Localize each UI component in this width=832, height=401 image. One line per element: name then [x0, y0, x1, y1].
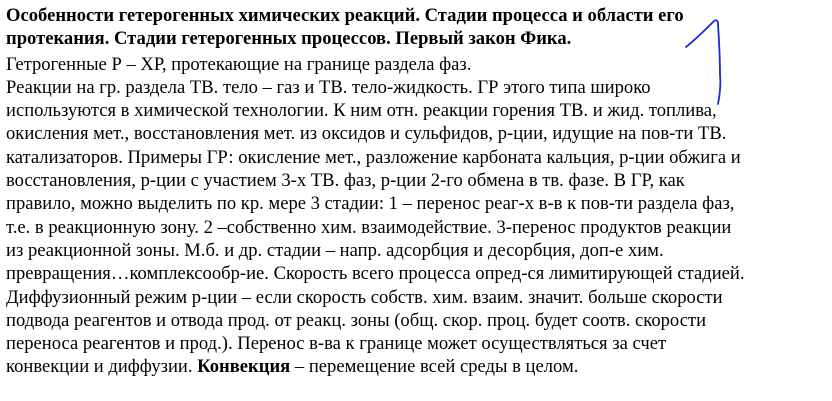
heading-line-2: протекания. Стадии гетерогенных процессов. Первый закон Фика.: [6, 28, 572, 50]
heading-line-1: Особенности гетерогенных химических реакций. Стадии процесса и области его: [6, 5, 684, 26]
body-line-13-end: – перемещение всей среды в целом.: [290, 356, 579, 378]
term-convection: Конвекция: [197, 356, 291, 378]
body-line-10: Диффузионный режим р-ции – если скорость собств. хим. взаим. значит. больше скорости: [6, 286, 723, 308]
body-line-9: превращения…комплексообр-ие. Скорость всего процесса опред-ся лимитирующей стадией.: [6, 263, 745, 285]
body-line-2: используются в химической технологии. К ним отн. реакции горения ТВ. и жид. топлива,: [6, 100, 717, 122]
body-line-13: [6, 355, 830, 378]
document-heading: [6, 4, 830, 51]
body-line-7: т.е. в реакционную зону. 2 –собственно хим. взаимодействие. 3-перенос продуктов реакции: [6, 216, 732, 238]
body-line-4: катализаторов. Примеры ГР: окисление мет., разложение карбоната кальция, р-ции обжига и: [6, 146, 741, 168]
body-line-13-start: конвекции и диффузии.: [6, 356, 198, 378]
body-line-5: восстановления, р-ции с участием 3-х ТВ. фаз, р-ции 2-го обмена в тв. фазе. В ГР, как: [6, 170, 685, 192]
intro-line: Гетрогенные Р – ХР, протекающие на границе раздела фаз.: [6, 53, 472, 75]
body-paragraph: [6, 76, 830, 379]
body-line-11: подвода реагентов и отвода прод. от реакц. зоны (общ. скор. проц. будет соотв. скорости: [6, 309, 707, 331]
body-line-12: переноса реагентов и прод.). Перенос в-ва к границе может осуществляться за счет: [6, 333, 667, 355]
body-line-8: из реакционной зоны. М.б. и др. стадии – напр. адсорбция и десорбция, доп-е хим.: [6, 239, 664, 261]
document-page: [6, 4, 830, 379]
body-line-3: окисления мет., восстановления мет. из оксидов и сульфидов, р-ции, идущие на пов-ти ТВ.: [6, 123, 727, 145]
intro-paragraph: [6, 53, 830, 76]
body-line-1: Реакции на гр. раздела ТВ. тело – газ и ТВ. тело-жидкость. ГР этого типа широко: [6, 76, 651, 98]
body-line-6: правило, можно выделить по кр. мере 3 стадии: 1 – перенос реаг-х в-в к пов-ти раздела фаз,: [6, 193, 735, 215]
